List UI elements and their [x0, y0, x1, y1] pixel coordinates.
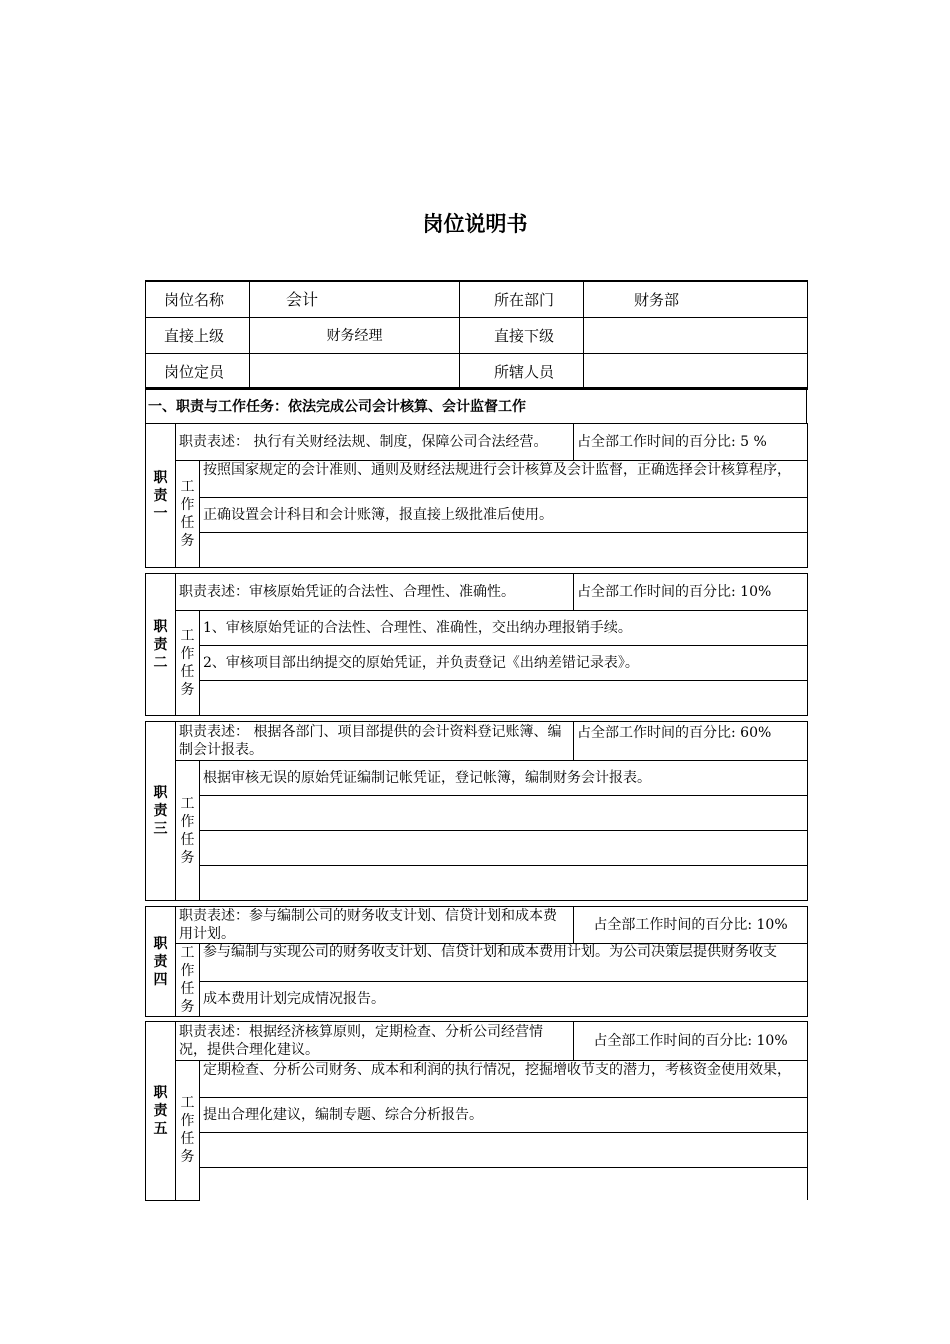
duty-block-5 — [145, 1021, 808, 1201]
duty-5-task-3 — [200, 1133, 808, 1168]
duty-block-3 — [145, 721, 808, 901]
duty-3-task-label: 工 作 任 务 — [176, 761, 200, 901]
duty-2-task-label: 工 作 任 务 — [176, 611, 200, 716]
duty-block-4 — [145, 906, 808, 1017]
section-table — [145, 387, 807, 424]
department-label: 所在部门 — [460, 281, 584, 318]
duty-5-task-label: 工 作 任 务 — [176, 1061, 200, 1201]
superior-value: 财务经理 — [250, 318, 460, 354]
duty-4-task-2: 成本费用计划完成情况报告。 — [200, 981, 808, 1017]
position-name-value: 会计 — [250, 281, 460, 318]
duty-1-description: 职责表述： 执行有关财经法规、制度，保障公司合法经营。 — [176, 424, 574, 461]
headcount-value — [250, 354, 460, 390]
duty-3-task-3 — [200, 831, 808, 866]
duty-3-task-1: 根据审核无误的原始凭证编制记帐凭证，登记帐簿，编制财务会计报表。 — [200, 761, 808, 796]
duty-2-time-percent: 占全部工作时间的百分比: 10% — [574, 574, 808, 611]
duty-3-task-4 — [200, 866, 808, 901]
duty-block-1 — [145, 423, 808, 568]
duty-4-task-1: 参与编制与实现公司的财务收支计划、信贷计划和成本费用计划。为公司决策层提供财务收支 — [200, 944, 808, 982]
duty-1-label: 职 责 一 — [146, 424, 176, 568]
duty-3-label: 职 责 三 — [146, 722, 176, 901]
duty-1-task-1: 按照国家规定的会计准则、通则及财经法规进行会计核算及会计监督，正确选择会计核算程序， — [200, 461, 808, 498]
subordinate-label: 直接下级 — [460, 318, 584, 354]
duty-1-task-3 — [200, 533, 808, 568]
managed-value — [584, 354, 808, 390]
headcount-label: 岗位定员 — [146, 354, 250, 390]
duty-5-task-1: 定期检查、分析公司财务、成本和利润的执行情况，挖掘增收节支的潜力，考核资金使用效果， — [200, 1061, 808, 1098]
duty-5-time-percent: 占全部工作时间的百分比: 10% — [574, 1022, 808, 1061]
duty-2-task-2: 2、审核项目部出纳提交的原始凭证，并负责登记《出纳差错记录表》。 — [200, 646, 808, 681]
duty-5-task-4 — [200, 1168, 808, 1201]
duty-2-task-1: 1、审核原始凭证的合法性、合理性、准确性，交出纳办理报销手续。 — [200, 611, 808, 646]
duty-5-label: 职 责 五 — [146, 1022, 176, 1201]
duty-4-task-label: 工 作 任 务 — [176, 944, 200, 1017]
duty-5-description: 职责表述：根据经济核算原则，定期检查、分析公司经营情况，提供合理化建议。 — [176, 1022, 574, 1061]
duty-4-description: 职责表述：参与编制公司的财务收支计划、信贷计划和成本费用计划。 — [176, 907, 574, 944]
duty-2-task-3 — [200, 681, 808, 716]
page-title: 岗位说明书 — [422, 212, 528, 236]
duty-block-2 — [145, 573, 808, 716]
managed-label: 所辖人员 — [460, 354, 584, 390]
section-title: 一、职责与工作任务：依法完成公司会计核算、会计监督工作 — [146, 389, 807, 424]
duty-1-time-percent: 占全部工作时间的百分比: 5 % — [574, 424, 808, 461]
superior-label: 直接上级 — [146, 318, 250, 354]
subordinate-value — [584, 318, 808, 354]
duty-5-task-2: 提出合理化建议，编制专题、综合分析报告。 — [200, 1098, 808, 1133]
duty-1-task-2: 正确设置会计科目和会计账簿，报直接上级批准后使用。 — [200, 498, 808, 533]
duty-1-task-label: 工 作 任 务 — [176, 461, 200, 568]
duty-3-time-percent: 占全部工作时间的百分比: 60% — [574, 722, 808, 761]
department-value: 财务部 — [584, 281, 808, 318]
basic-info-table — [145, 280, 808, 390]
duty-3-description: 职责表述： 根据各部门、项目部提供的会计资料登记账簿、编制会计报表。 — [176, 722, 574, 761]
duty-3-task-2 — [200, 796, 808, 831]
duty-2-label: 职 责 二 — [146, 574, 176, 716]
duty-4-time-percent: 占全部工作时间的百分比: 10% — [574, 907, 808, 944]
duty-4-label: 职 责 四 — [146, 907, 176, 1017]
position-name-label: 岗位名称 — [146, 281, 250, 318]
duty-2-description: 职责表述：审核原始凭证的合法性、合理性、准确性。 — [176, 574, 574, 611]
job-description-form — [145, 280, 807, 1210]
